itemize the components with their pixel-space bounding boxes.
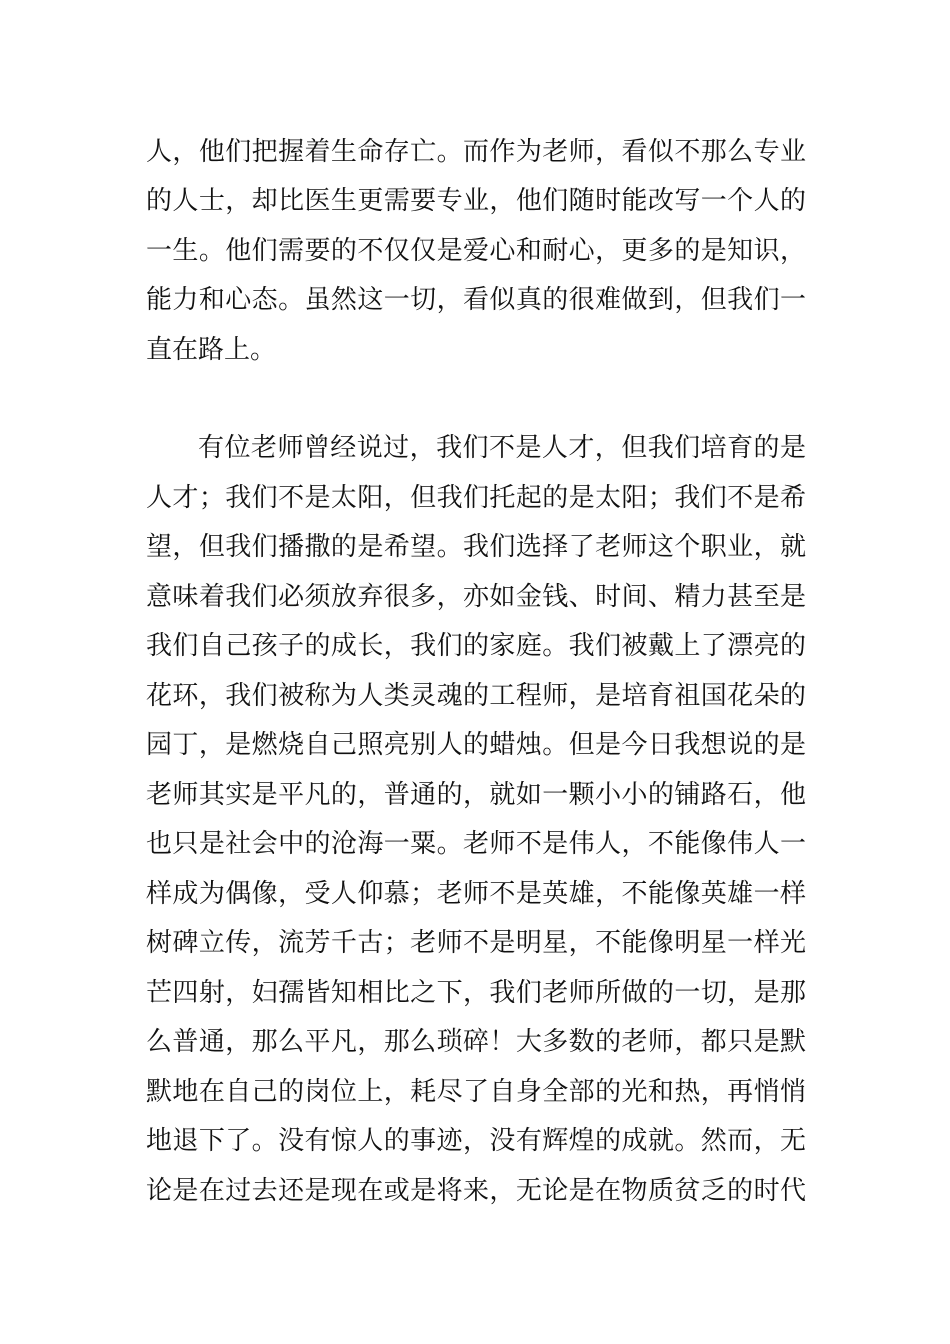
- paragraph-1-line-1: 人，他们把握着生命存亡。而作为老师，看似不那么专业: [146, 137, 806, 167]
- paragraph-2-line-1: 有位老师曾经说过，我们不是人才，但我们培育的是: [198, 433, 806, 463]
- paragraph-1-line-4: 能力和心态。虽然这一切，看似真的很难做到，但我们一: [146, 285, 806, 315]
- paragraph-2-line-13: 么普通，那么平凡，那么琐碎！大多数的老师，都只是默: [146, 1027, 806, 1057]
- paragraph-2-line-11: 树碑立传，流芳千古；老师不是明星，不能像明星一样光: [146, 928, 806, 958]
- paragraph-2-line-10: 样成为偶像，受人仰慕；老师不是英雄，不能像英雄一样: [146, 879, 806, 909]
- paragraph-1-line-5: 直在路上。: [146, 335, 277, 365]
- paragraph-2-line-5: 我们自己孩子的成长，我们的家庭。我们被戴上了漂亮的: [146, 631, 806, 661]
- paragraph-1-line-2: 的人士，却比医生更需要专业，他们随时能改写一个人的: [146, 186, 806, 216]
- paragraph-2-line-7: 园丁，是燃烧自己照亮别人的蜡烛。但是今日我想说的是: [146, 730, 806, 760]
- paragraph-2-line-3: 望，但我们播撒的是希望。我们选择了老师这个职业，就: [146, 532, 806, 562]
- paragraph-2-line-8: 老师其实是平凡的，普通的，就如一颗小小的铺路石，他: [146, 780, 806, 810]
- paragraph-2-line-14: 默地在自己的岗位上，耗尽了自身全部的光和热，再悄悄: [146, 1077, 806, 1107]
- paragraph-2-line-2: 人才；我们不是太阳，但我们托起的是太阳；我们不是希: [146, 483, 806, 513]
- paragraph-2-line-16: 论是在过去还是现在或是将来，无论是在物质贫乏的时代: [146, 1176, 806, 1206]
- paragraph-2-line-4: 意味着我们必须放弃很多，亦如金钱、时间、精力甚至是: [146, 582, 806, 612]
- paragraph-2-line-9: 也只是社会中的沧海一粟。老师不是伟人，不能像伟人一: [146, 829, 806, 859]
- paragraph-2-line-12: 芒四射，妇孺皆知相比之下，我们老师所做的一切，是那: [146, 978, 806, 1008]
- paragraph-1-line-3: 一生。他们需要的不仅仅是爱心和耐心，更多的是知识，: [146, 236, 806, 266]
- paragraph-2-line-15: 地退下了。没有惊人的事迹，没有辉煌的成就。然而，无: [146, 1126, 806, 1156]
- paragraph-2-line-6: 花环，我们被称为人类灵魂的工程师，是培育祖国花朵的: [146, 681, 806, 711]
